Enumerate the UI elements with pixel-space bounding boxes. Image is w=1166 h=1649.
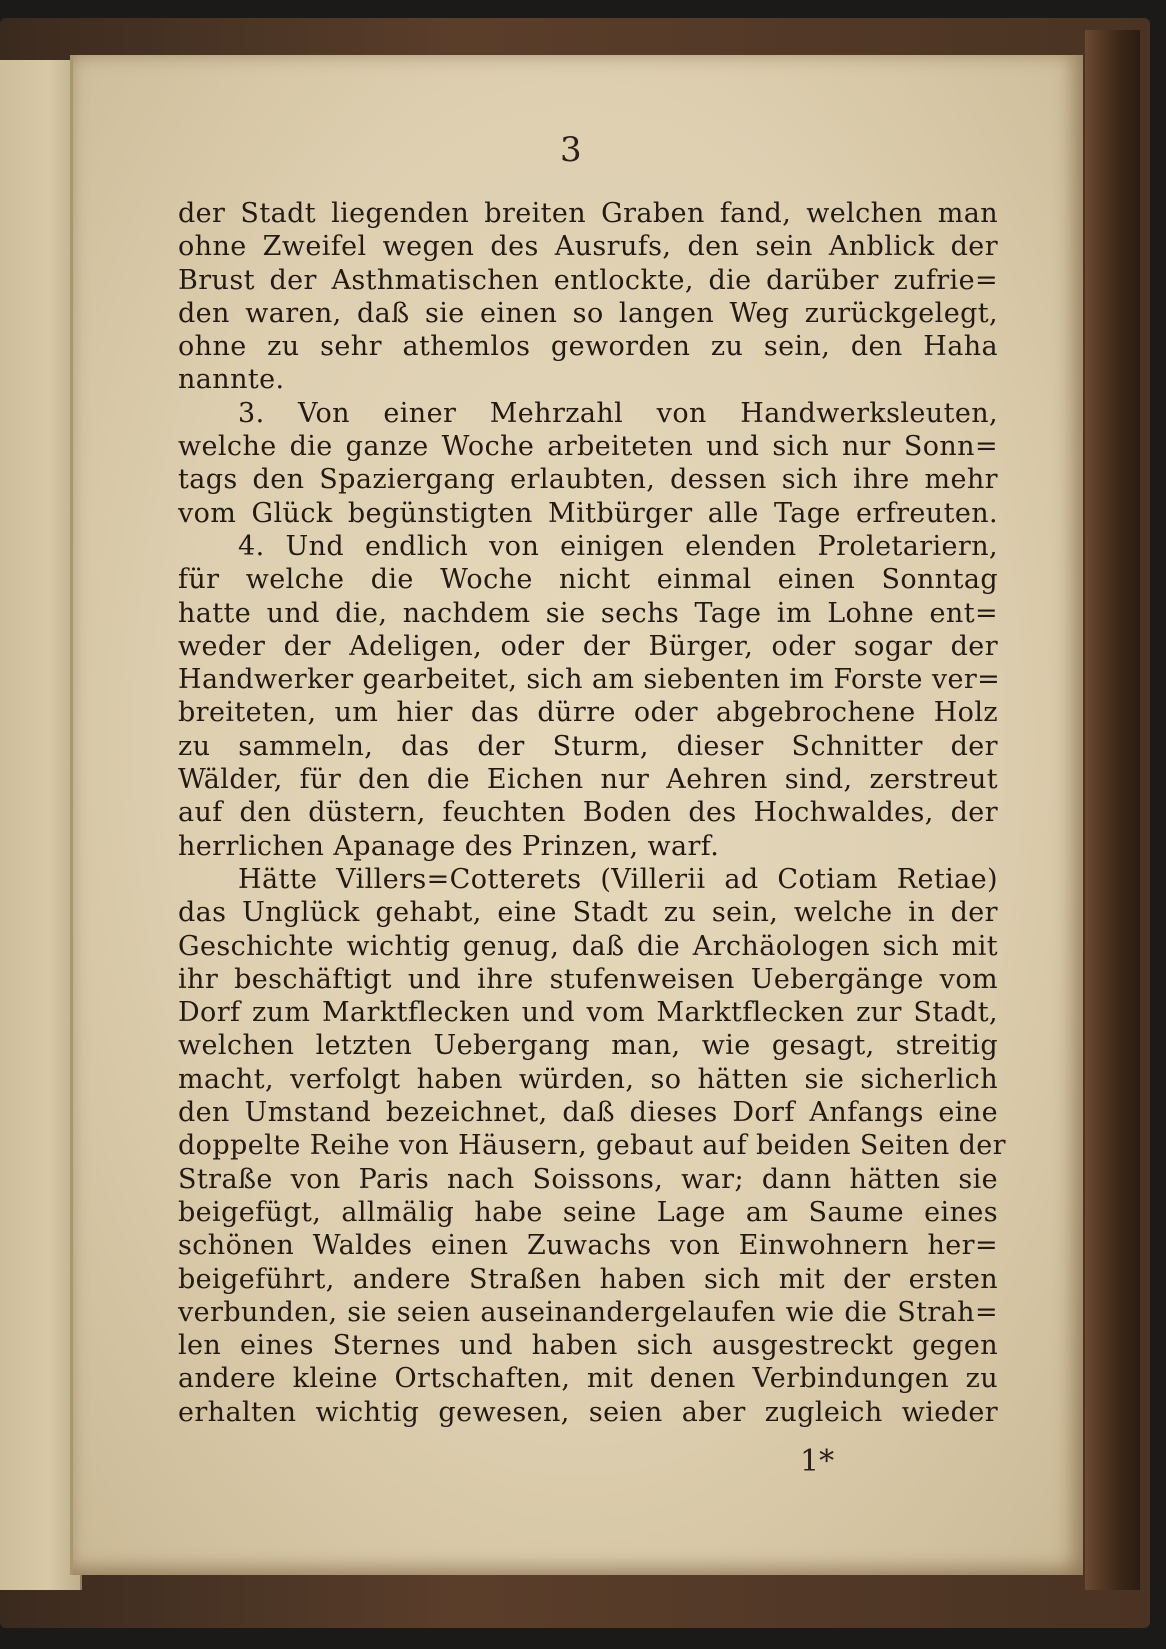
text-line: Wälder, für den die Eichen nur Aehren sind, zerstreut [178, 764, 998, 796]
text-line: das Unglück gehabt, eine Stadt zu sein, welche in der [178, 897, 998, 929]
text-line: 4. Und endlich von einigen elenden Proletariern, [238, 530, 998, 562]
text-line: der Stadt liegenden breiten Graben fand, welchen man [178, 198, 998, 229]
text-line: ihr beschäftigt und ihre stufenweisen Uebergänge vom [178, 963, 998, 995]
cover-edge [1085, 30, 1140, 1590]
page-text [178, 197, 1006, 1429]
text-line: welche die ganze Woche arbeiteten und sich nur Sonn= [178, 431, 998, 463]
text-line: macht, verfolgt haben würden, so hätten sie sicherlich [178, 1063, 998, 1095]
text-line: schönen Waldes einen Zuwachs von Einwohnern her= [178, 1230, 998, 1262]
text-line: für welche die Woche nicht einmal einen Sonntag [178, 564, 998, 596]
text-line: Geschichte wichtig genug, daß die Archäologen sich mit [178, 930, 998, 962]
text-line: Handwerker gearbeitet, sich am siebenten im Forste ver= [178, 664, 1001, 696]
text-line: doppelte Reihe von Häusern, gebaut auf beiden Seiten der [178, 1130, 1006, 1162]
text-line: tags den Spaziergang erlaubten, dessen sich ihre mehr [178, 464, 998, 496]
text-line: vom Glück begünstigten Mitbürger alle Tage erfreuten. [178, 497, 998, 529]
text-line: weder der Adeligen, oder der Bürger, oder sogar der [178, 630, 998, 662]
text-line: Brust der Asthmatischen entlockte, die darüber zufrie= [178, 264, 998, 296]
signature-mark: 1* [800, 1444, 835, 1479]
text-line: Straße von Paris nach Soissons, war; dann hätten sie [178, 1163, 998, 1195]
text-line: Hätte Villers=Cotterets (Villerii ad Cotiam Retiae) [238, 863, 998, 895]
text-line: ohne zu sehr athemlos geworden zu sein, den Haha [178, 331, 998, 363]
text-line: beigeführt, andere Straßen haben sich mit der ersten [178, 1263, 998, 1295]
text-line: herrlichen Apanage des Prinzen, warf. [178, 830, 720, 862]
text-line: breiteten, um hier das dürre oder abgebrochene Holz [178, 697, 998, 729]
text-line: hatte und die, nachdem sie sechs Tage im Lohne ent= [178, 597, 998, 629]
text-line: verbunden, sie seien auseinandergelaufen wie die Strah= [178, 1296, 998, 1328]
text-line: den waren, daß sie einen so langen Weg zurückgelegt, [178, 297, 998, 329]
text-line: 3. Von einer Mehrzahl von Handwerksleuten, [238, 397, 998, 429]
page-number: 3 [560, 130, 582, 170]
text-line: ohne Zweifel wegen des Ausrufs, den sein Anblick der [178, 231, 998, 263]
text-line: den Umstand bezeichnet, daß dieses Dorf Anfangs eine [178, 1097, 998, 1129]
text-line: welchen letzten Uebergang man, wie gesagt, streitig [178, 1030, 998, 1062]
text-line: auf den düstern, feuchten Boden des Hochwaldes, der [178, 797, 998, 829]
text-line: Dorf zum Marktflecken und vom Marktflecken zur Stadt, [178, 997, 998, 1029]
text-line: zu sammeln, das der Sturm, dieser Schnitter der [178, 730, 998, 762]
text-line: len eines Sternes und haben sich ausgestreckt gegen [178, 1330, 998, 1362]
text-line: beigefügt, allmälig habe seine Lage am Saume eines [178, 1196, 998, 1228]
text-line: erhalten wichtig gewesen, seien aber zugleich wieder [178, 1396, 998, 1428]
text-line: andere kleine Ortschaften, mit denen Verbindungen zu [178, 1363, 998, 1395]
text-line: nannte. [178, 364, 285, 396]
